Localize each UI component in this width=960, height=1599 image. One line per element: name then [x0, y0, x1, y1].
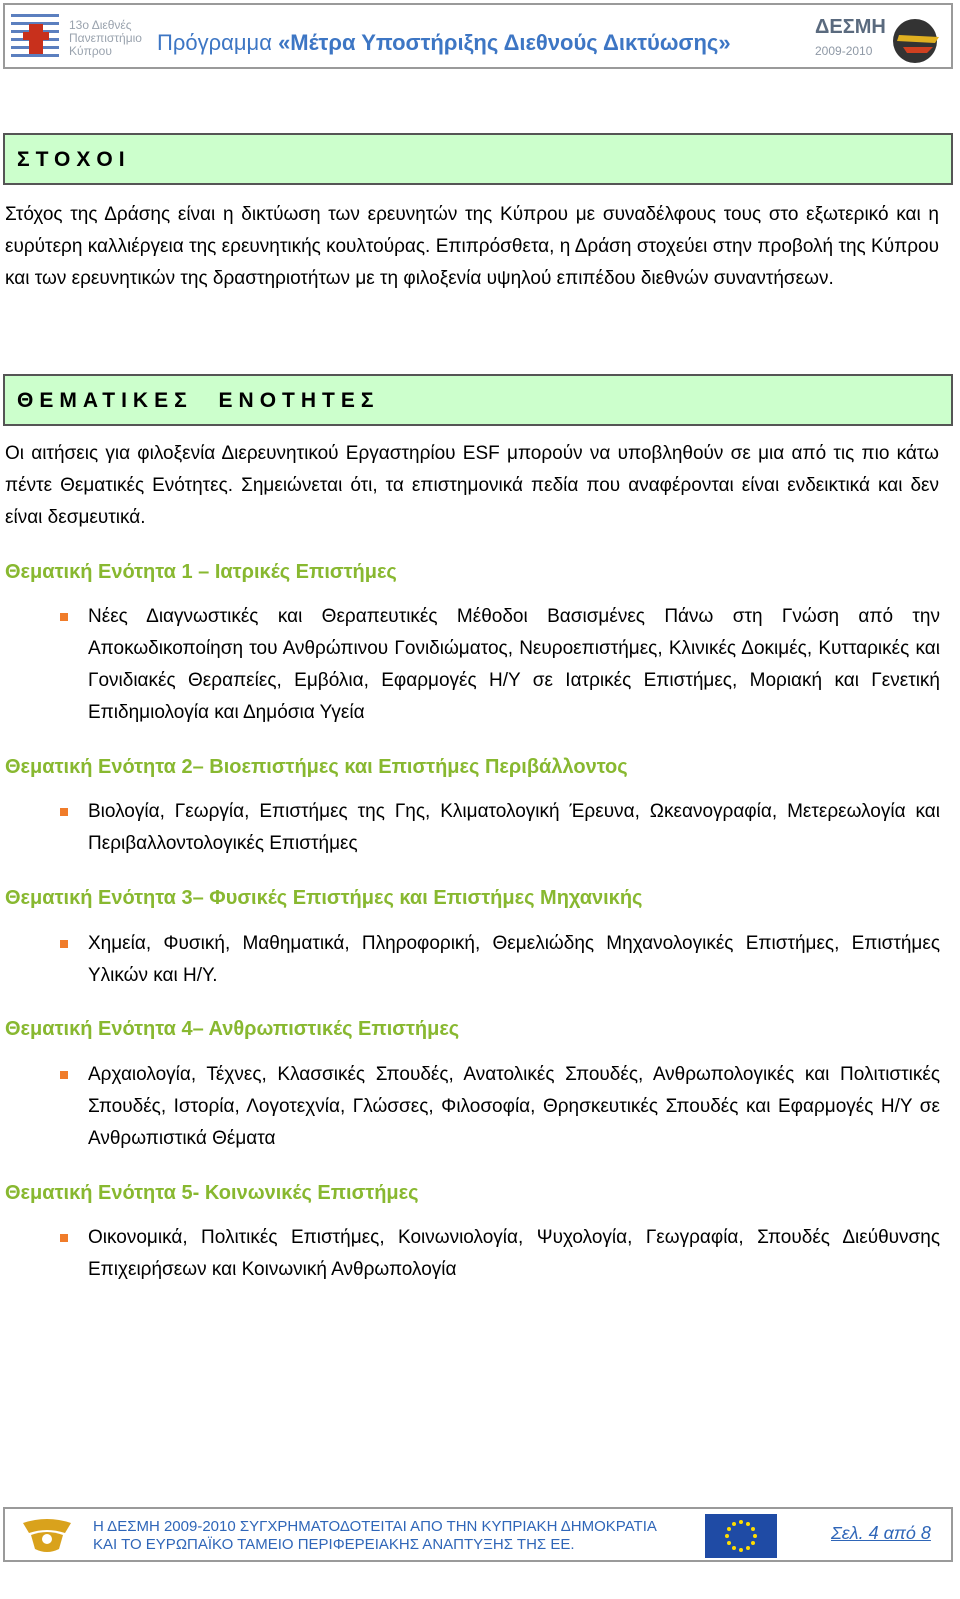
bullet-icon [60, 1071, 68, 1079]
theme-3-item [60, 928, 940, 992]
goals-paragraph: Στόχος της Δράσης είναι η δικτύωση των ερευνητών της Κύπρου με συναδέλφους τους στο εξωτερικό και η ευρύτερη καλλιέργεια της ερευνητικής κουλτούρας. Επιπρόσθετα, η Δράση στοχεύει στην προβολή της Κύπρου και των ερευνητικών της δραστηριοτήτων με τη φιλοξενία υψηλού επιπέδου διεθνών συναντήσεων. [5, 204, 939, 289]
page-footer [3, 1507, 953, 1562]
cyprus-emblem-icon [17, 1513, 77, 1557]
page-number: Σελ. 4 από 8 [831, 1523, 931, 1543]
footer-line-2: ΚΑΙ ΤΟ ΕΥΡΩΠΑΪΚΟ ΤΑΜΕΙΟ ΠΕΡΙΦΕΡΕΙΑΚΗΣ ΑΝΑΠΤΥΞΗΣ ΤΗΣ ΕΕ. [93, 1536, 575, 1553]
theme-4-item [60, 1059, 940, 1155]
program-title [157, 30, 731, 56]
bullet-icon [60, 1234, 68, 1242]
bullet-icon [60, 940, 68, 948]
page-header [3, 3, 953, 69]
theme-3-text: Χημεία, Φυσική, Μαθηματικά, Πληροφορική, Θεμελιώδης Μηχανολογικές Επιστήμες, Επιστήμες Υλικών και Η/Υ. [88, 933, 940, 986]
institution-logo-text: 13ο Διεθνές Πανεπιστήμιο Κύπρου [69, 18, 142, 58]
eu-flag-icon [705, 1514, 777, 1558]
bullet-icon [60, 808, 68, 816]
theme-5-item [60, 1222, 940, 1286]
svg-text:ΔΕΣΜΗ: ΔΕΣΜΗ [815, 16, 886, 38]
institution-logo-icon [11, 10, 59, 66]
footer-text [93, 1518, 657, 1554]
units-heading: ΘΕΜΑΤΙΚΕΣ ΕΝΟΤΗΤΕΣ [17, 389, 380, 412]
goals-heading: ΣΤΟΧΟΙ [17, 148, 131, 171]
footer-line-1: Η ΔΕΣΜΗ 2009-2010 ΣΥΓΧΡΗΜΑΤΟΔΟΤΕΙΤΑΙ ΑΠΟ ΤΗΝ ΚΥΠΡΙΑΚΗ ΔΗΜΟΚΡΑΤΙΑ [93, 1518, 657, 1535]
theme-5-title: Θεματική Ενότητα 5- Κοινωνικές Επιστήμες [5, 1182, 419, 1204]
units-paragraph: Οι αιτήσεις για φιλοξενία Διερευνητικού Εργαστηρίου ESF μπορούν να υποβληθούν σε μια από τις πιο κάτω πέντε Θεματικές Ενότητες. Σημειώνεται ότι, τα επιστημονικά πεδία που αναφέρονται είναι ενδεικτικά και δεν είναι δεσμευτικά. [5, 443, 939, 528]
theme-2-title: Θεματική Ενότητα 2– Βιοεπιστήμες και Επιστήμες Περιβάλλοντος [5, 756, 628, 778]
svg-text:2009-2010: 2009-2010 [815, 44, 873, 58]
bullet-icon [60, 613, 68, 621]
theme-1-text: Νέες Διαγνωστικές και Θεραπευτικές Μέθοδοι Βασισμένες Πάνω στη Γνώση από την Αποκωδικοποίηση του Ανθρώπινου Γονιδιώματος, Νευροεπιστήμες, Κλινικές Δοκιμές, Κυτταρικές και Γονιδιακές Θεραπείες, Εμβόλια, Εφαρμογές Η/Υ σε Ιατρικές Επιστήμες, Μοριακή και Γενετική Επιδημιολογία και Δημόσια Υγεία [88, 606, 940, 723]
theme-1-title: Θεματική Ενότητα 1 – Ιατρικές Επιστήμες [5, 561, 397, 583]
theme-5-text: Οικονομικά, Πολιτικές Επιστήμες, Κοινωνιολογία, Ψυχολογία, Γεωγραφία, Σπουδές Διεύθυνσης Επιχειρήσεων και Κοινωνική Ανθρωπολογία [88, 1227, 940, 1280]
theme-1-item [60, 601, 940, 729]
program-title-name: «Μέτρα Υποστήριξης Διεθνούς Δικτύωσης» [278, 30, 731, 55]
goals-heading-box [3, 133, 953, 185]
theme-2-item [60, 796, 940, 860]
theme-4-title: Θεματική Ενότητα 4– Ανθρωπιστικές Επιστήμες [5, 1018, 460, 1040]
theme-4-text: Αρχαιολογία, Τέχνες, Κλασσικές Σπουδές, Ανατολικές Σπουδές, Ανθρωπολογικές και Πολιτιστικές Σπουδές, Ιστορία, Λογοτεχνία, Γλώσσες, Φιλοσοφία, Θρησκευτικές Σπουδές και Εφαρμογές Η/Υ σε Ανθρωπιστικά Θέματα [88, 1064, 940, 1149]
units-heading-box [3, 374, 953, 426]
theme-3-title: Θεματική Ενότητα 3– Φυσικές Επιστήμες και Επιστήμες Μηχανικής [5, 887, 643, 909]
program-title-prefix: Πρόγραμμα [157, 30, 279, 55]
desmi-logo-icon [815, 11, 951, 69]
theme-2-text: Βιολογία, Γεωργία, Επιστήμες της Γης, Κλιματολογική Έρευνα, Ωκεανογραφία, Μετερεωλογία και Περιβαλλοντολογικές Επιστήμες [88, 801, 940, 854]
